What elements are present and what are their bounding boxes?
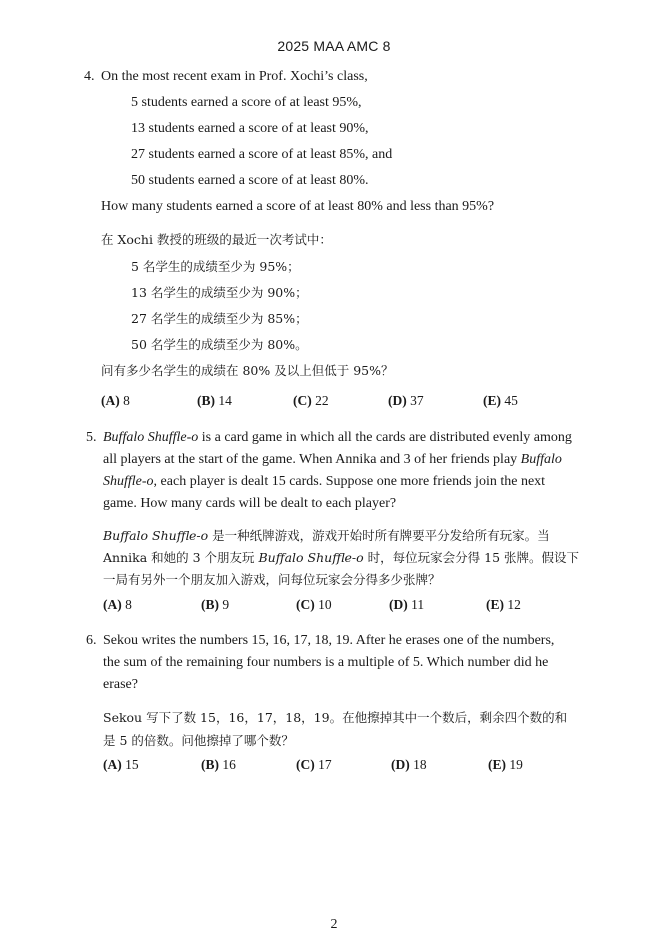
choice-d: (D) 18 <box>391 757 427 772</box>
choice-b: (B) 9 <box>201 597 230 612</box>
choice-c: (C) 10 <box>296 597 332 612</box>
problem-text: all players at the start of the game. When Annika and 3 of her friends play Buffalo <box>103 452 562 467</box>
problem-question-zh: 问有多少名学生的成绩在 80% 及以上但低于 95%？ <box>101 363 394 378</box>
problem-text-zh: Sekou 写下了数 15，16，17，18，19。在他擦掉其中一个数后，剩余四个数的和 <box>103 710 568 725</box>
choice-d: (D) 37 <box>388 393 424 408</box>
choice-e: (E) 12 <box>486 597 521 612</box>
problem-number: 5. <box>86 430 97 445</box>
problem-text-zh: 50 名学生的成绩至少为 80%。 <box>131 337 308 352</box>
problem-text: 5 students earned a score of at least 95%, <box>131 95 362 110</box>
choice-e: (E) 19 <box>488 757 523 772</box>
choice-e: (E) 45 <box>483 393 518 408</box>
choice-a: (A) 8 <box>101 393 130 408</box>
problem-text: the sum of the remaining four numbers is a multiple of 5. Which number did he <box>103 655 549 670</box>
problem-text: Sekou writes the numbers 15, 16, 17, 18, 19. After he erases one of the numbers, <box>103 633 555 648</box>
problem-text: 50 students earned a score of at least 80%. <box>131 173 369 188</box>
problem-text-zh: 27 名学生的成绩至少为 85%； <box>131 311 308 326</box>
choice-c: (C) 17 <box>296 757 332 772</box>
problem-number: 4. <box>84 69 95 84</box>
choice-c: (C) 22 <box>293 393 329 408</box>
problem-question-zh: 一局有另外一个朋友加入游戏，问每位玩家会分得多少张牌？ <box>103 572 441 587</box>
choice-a: (A) 15 <box>103 757 139 772</box>
problem-question: erase? <box>103 677 138 692</box>
choice-b: (B) 16 <box>201 757 236 772</box>
choice-a: (A) 8 <box>103 597 132 612</box>
problem-text-zh: Buffalo Shuffle-o 是一种纸牌游戏，游戏开始时所有牌要平分发给所有玩家。当 <box>103 528 550 543</box>
problem-text-zh: 13 名学生的成绩至少为 90%； <box>131 285 308 300</box>
page-number: 2 <box>330 917 338 932</box>
problem-text: Buffalo Shuffle-o is a card game in which all the cards are distributed evenly among <box>103 430 572 445</box>
choice-d: (D) 11 <box>389 597 425 612</box>
problem-question-zh: 是 5 的倍数。问他擦掉了哪个数？ <box>103 733 294 748</box>
problem-text: Shuffle-o, each player is dealt 15 cards. Suppose one more friends join the next <box>103 474 546 489</box>
problem-question: game. How many cards will be dealt to each player? <box>103 496 397 511</box>
problem-text: On the most recent exam in Prof. Xochi’s class, <box>101 69 368 84</box>
problem-text: 13 students earned a score of at least 90%, <box>131 121 369 136</box>
page-title: 2025 MAA AMC 8 <box>277 38 391 54</box>
problem-text-zh: 5 名学生的成绩至少为 95%； <box>131 259 300 274</box>
problem-text-zh: Annika 和她的 3 个朋友玩 Buffalo Shuffle-o 时，每位玩家会分得 15 张牌。假设下 <box>103 550 580 565</box>
choice-b: (B) 14 <box>197 393 232 408</box>
problem-question: How many students earned a score of at least 80% and less than 95%? <box>101 199 495 214</box>
problem-text: 27 students earned a score of at least 85%, and <box>131 147 393 162</box>
problem-number: 6. <box>86 633 97 648</box>
problem-text-zh: 在 Xochi 教授的班级的最近一次考试中： <box>101 232 332 247</box>
